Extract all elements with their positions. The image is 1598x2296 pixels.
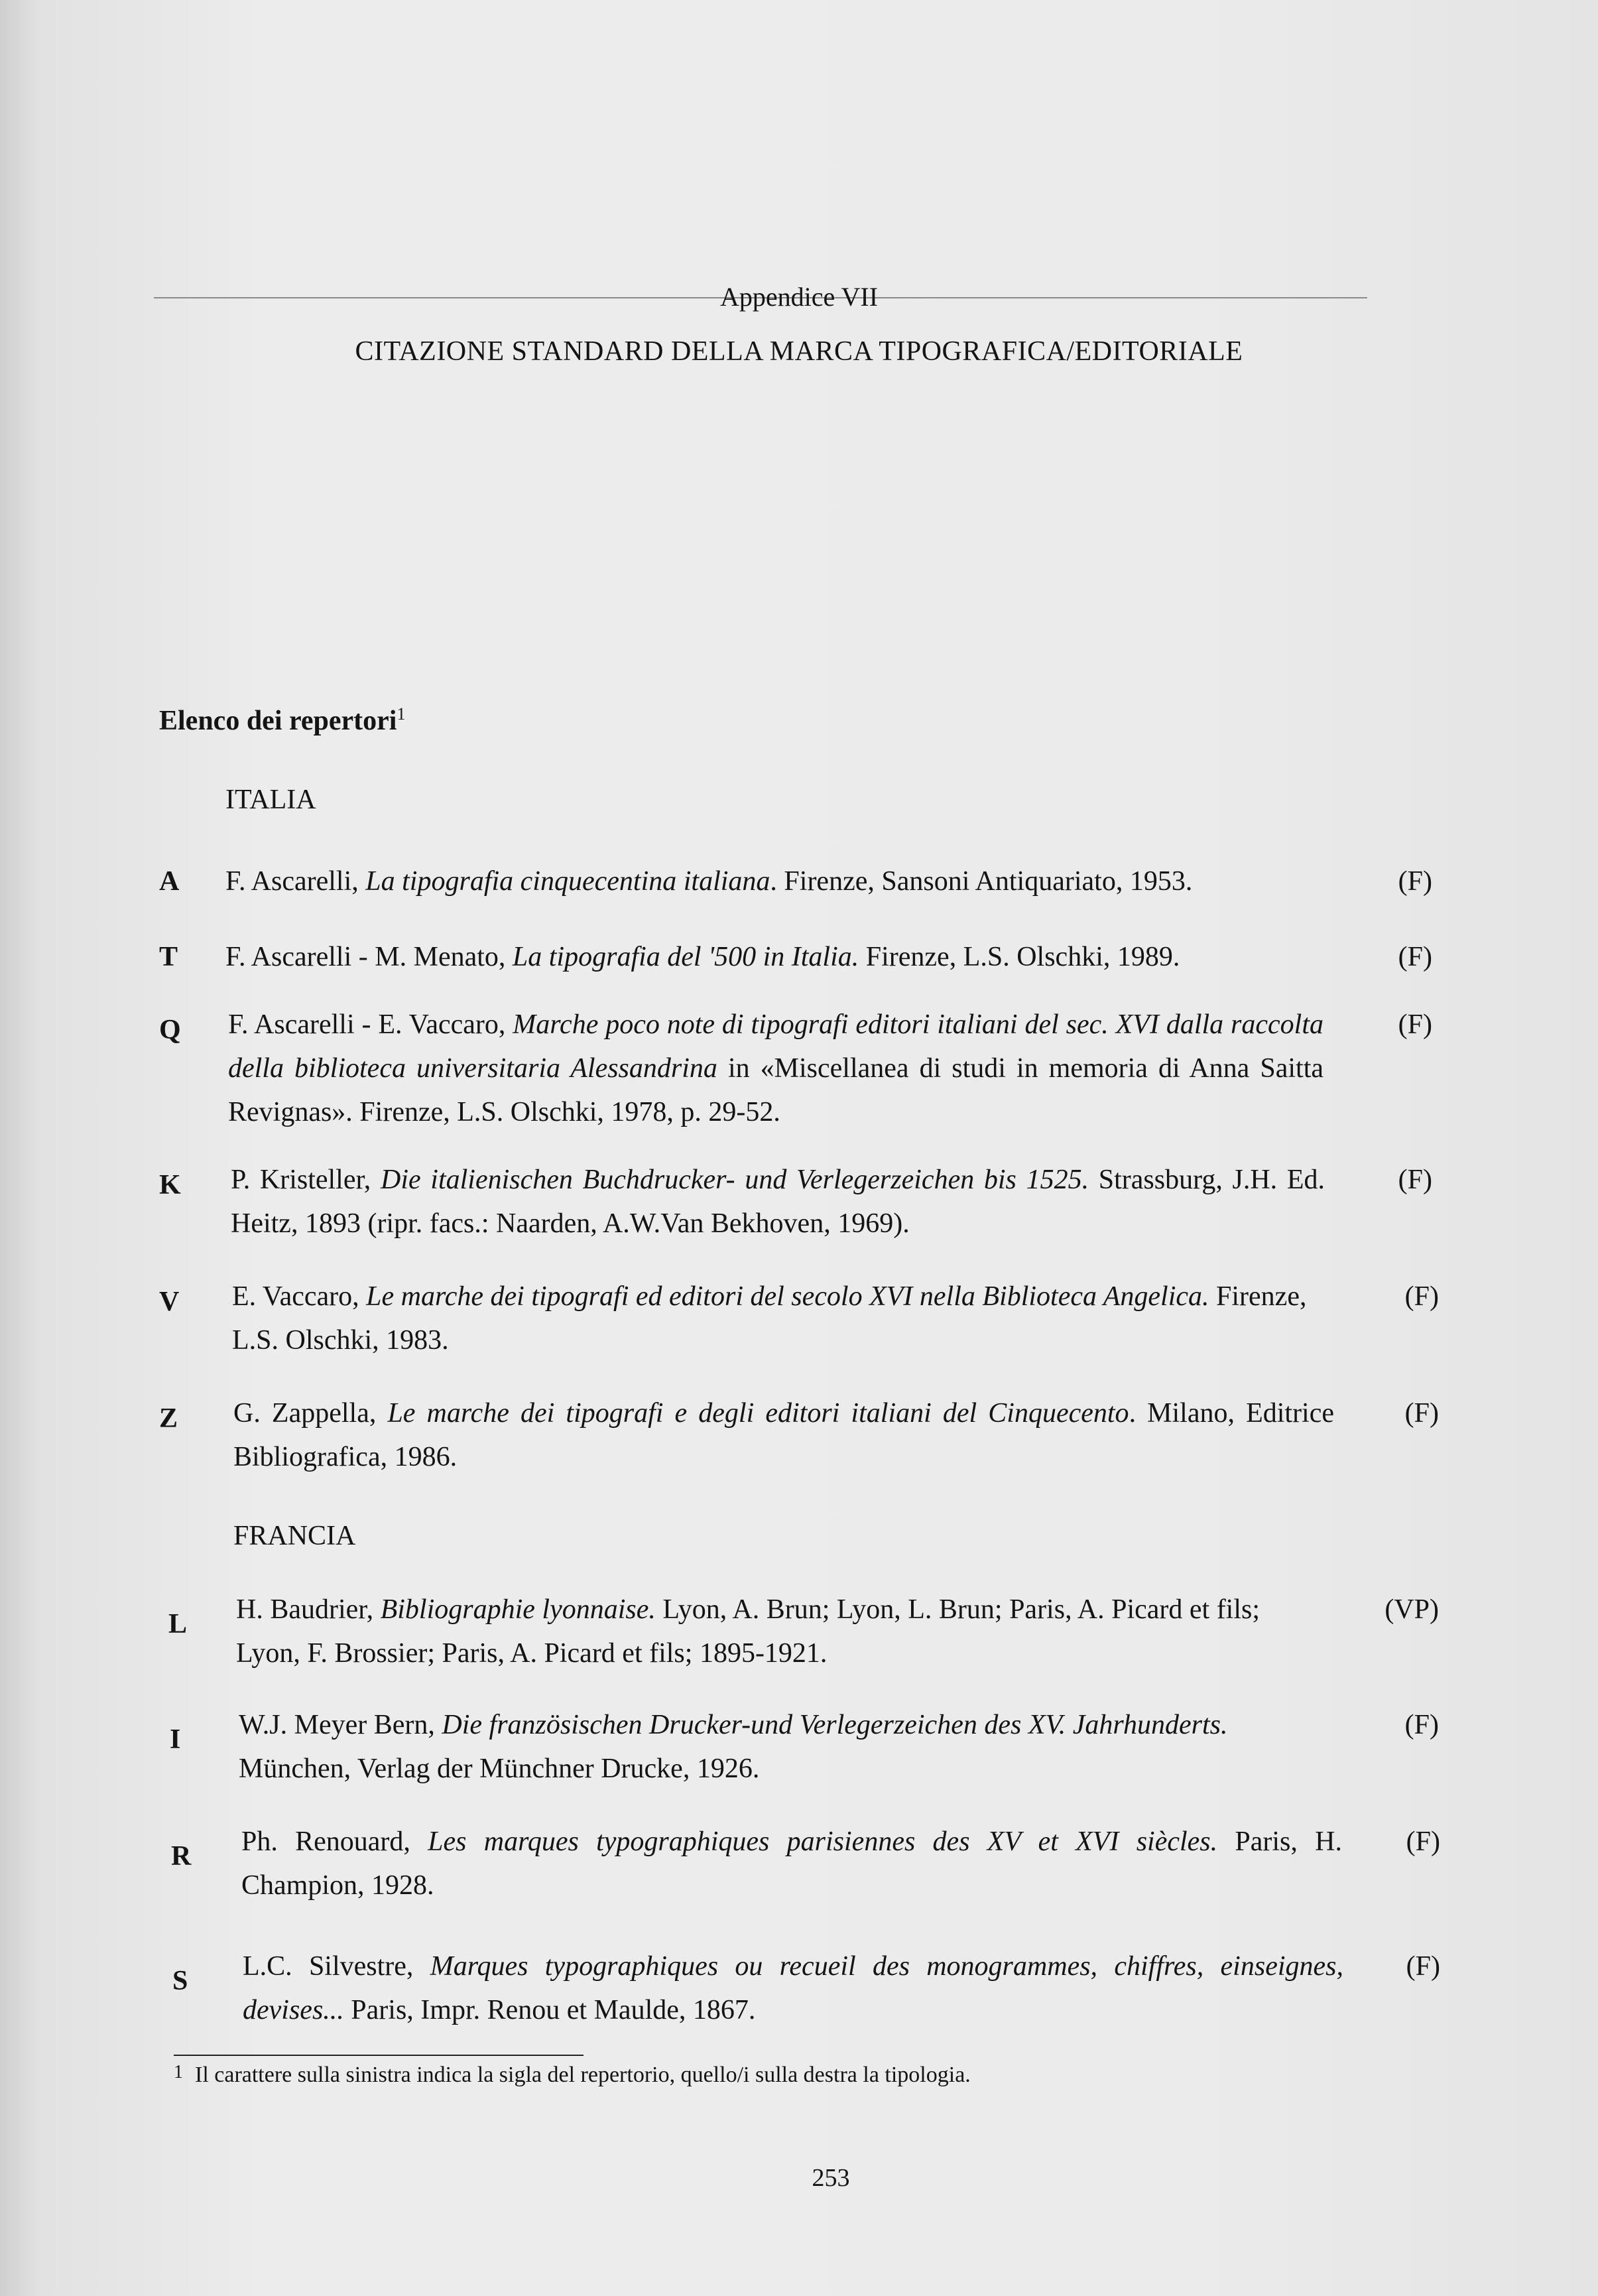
repertory-entry-A	[159, 860, 1432, 903]
entry-typology: (VP)	[1384, 1594, 1439, 1625]
entry-reference: H. Baudrier, Bibliographie lyonnaise. Lyon, A. Brun; Lyon, L. Brun; Paris, A. Picard et fils; Lyon, F. Brossier; Paris, A. Picard et fils; 1895-1921.	[236, 1594, 1260, 1669]
list-heading: Elenco dei repertori$^1$	[159, 704, 406, 736]
footnote-mark: 1	[174, 2062, 183, 2082]
entry-reference: L.C. Silvestre, Marques typographiques ou recueil des monogrammes, chiffres, einseignes, devises... Paris, Impr. Renou et Maulde, 1867.	[243, 1951, 1343, 2025]
entry-typology: (F)	[1404, 1398, 1439, 1429]
entry-siglum: I	[170, 1724, 181, 1755]
entry-reference: G. Zappella, Le marche dei tipografi e degli editori italiani del Cinquecento. Milano, Editrice Bibliografica, 1986.	[233, 1398, 1335, 1472]
entry-siglum: L	[168, 1609, 188, 1639]
entry-siglum: Q	[159, 1015, 181, 1045]
section-francia: FRANCIA	[233, 1521, 356, 1551]
entry-siglum: A	[159, 866, 180, 897]
footnote-reference: 1	[397, 704, 406, 724]
repertory-entry-I	[159, 1703, 1439, 1791]
repertory-entry-L	[159, 1588, 1439, 1675]
entry-siglum: T	[159, 942, 178, 972]
entry-reference: Ph. Renouard, Les marques typographiques parisiennes des XV et XVI siècles. Paris, H. Champion, 1928.	[241, 1826, 1342, 1901]
page-number: 253	[812, 2164, 850, 2192]
entry-reference: F. Ascarelli, La tipografia cinquecentina italiana. Firenze, Sansoni Antiquariato, 1953.	[225, 866, 1193, 897]
page-title: CITAZIONE STANDARD DELLA MARCA TIPOGRAFICA/EDITORIALE	[355, 336, 1243, 367]
footnote	[174, 2057, 971, 2094]
entry-typology: (F)	[1406, 1826, 1440, 1857]
entry-siglum: Z	[159, 1403, 178, 1434]
repertory-entry-T	[159, 935, 1432, 979]
entry-reference: E. Vaccaro, Le marche dei tipografi ed editori del secolo XVI nella Biblioteca Angelica. Firenze, L.S. Olschki, 1983.	[232, 1281, 1307, 1356]
repertory-entry-R	[159, 1820, 1440, 1907]
repertory-entry-Z	[159, 1391, 1439, 1479]
entry-reference: P. Kristeller, Die italienischen Buchdrucker- und Verlegerzeichen bis 1525. Strassburg, J.H. Ed. Heitz, 1893 (ripr. facs.: Naarden, A.W.Van Bekhoven, 1969).	[231, 1165, 1325, 1239]
footnote-text: Il carattere sulla sinistra indica la sigla del repertorio, quello/i sulla destra la tipologia.	[195, 2063, 971, 2087]
entry-reference: F. Ascarelli - M. Menato, La tipografia del '500 in Italia. Firenze, L.S. Olschki, 1989.	[225, 942, 1180, 972]
entry-typology: (F)	[1404, 1281, 1439, 1312]
entry-siglum: S	[172, 1966, 188, 1996]
entry-typology: (F)	[1404, 1710, 1439, 1740]
entry-reference: F. Ascarelli - E. Vaccaro, Marche poco note di tipografi editori italiani del sec. XVI dalla raccolta della biblioteca universitaria Alessandrina in «Miscellanea di studi in memoria di Anna Saitta Revignas». Firenze, L.S. Olschki, 1978, p. 29-52.	[228, 1009, 1324, 1127]
entry-siglum: R	[171, 1841, 192, 1872]
entry-reference: W.J. Meyer Bern, Die französischen Drucker-und Verlegerzeichen des XV. Jahrhunderts. München, Verlag der Münchner Drucke, 1926.	[239, 1710, 1228, 1784]
entry-siglum: K	[159, 1170, 181, 1200]
appendix-label: Appendice VII	[719, 282, 879, 312]
repertory-entry-K	[159, 1158, 1432, 1245]
repertory-entry-V	[159, 1275, 1439, 1362]
entry-typology: (F)	[1398, 866, 1432, 897]
entry-typology: (F)	[1398, 942, 1432, 972]
entry-siglum: V	[159, 1287, 180, 1317]
repertory-entry-Q	[159, 1003, 1432, 1134]
entry-typology: (F)	[1398, 1009, 1432, 1040]
footnote-rule	[174, 2055, 584, 2056]
section-italia: ITALIA	[225, 785, 316, 815]
repertory-entry-S	[159, 1945, 1440, 2032]
entry-typology: (F)	[1398, 1165, 1432, 1195]
entry-typology: (F)	[1406, 1951, 1440, 1982]
